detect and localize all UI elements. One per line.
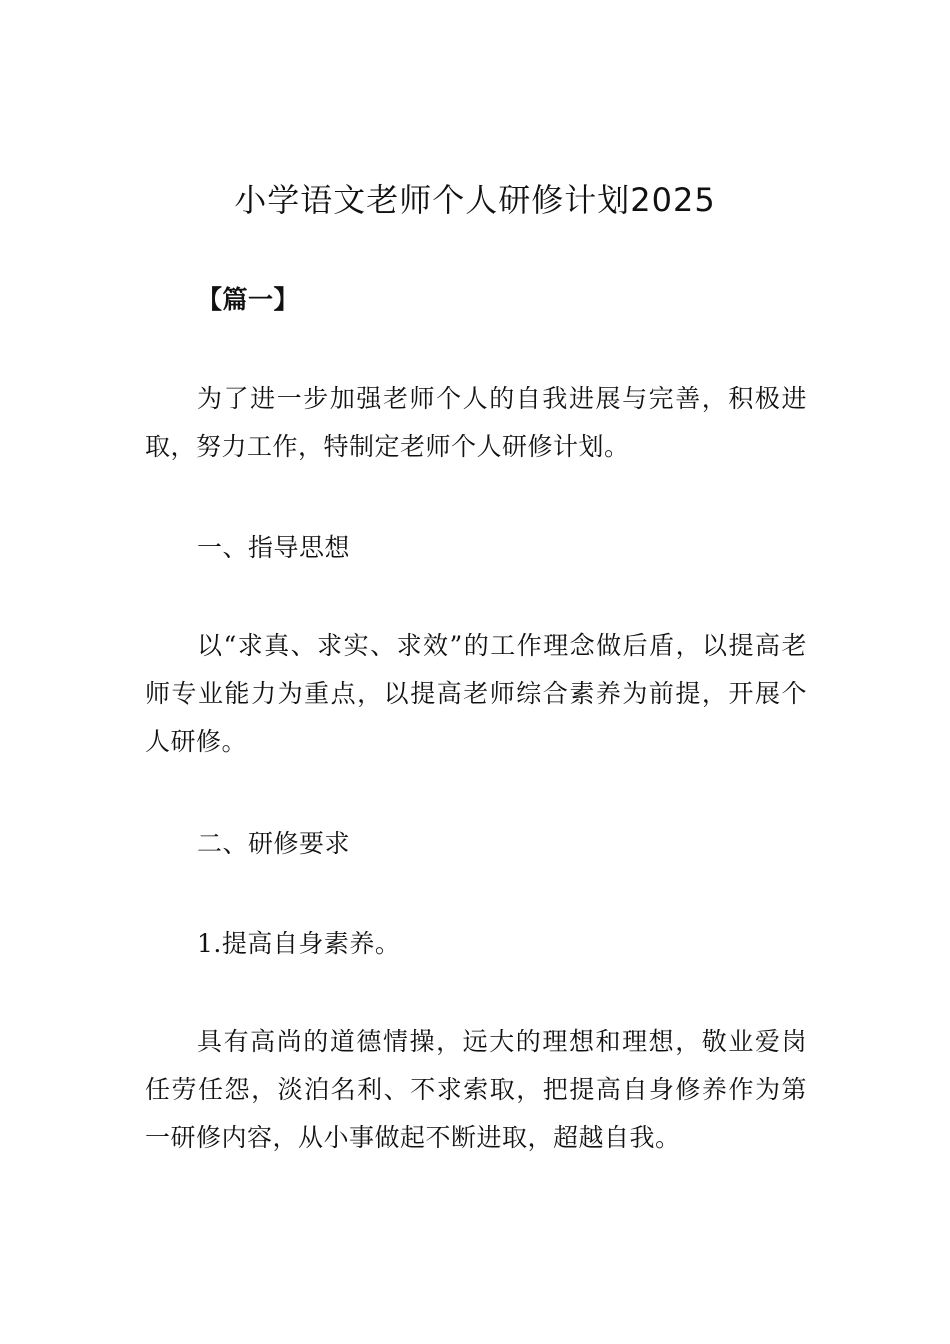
intro-paragraph: 为了进一步加强老师个人的自我进展与完善，积极进取，努力工作，特制定老师个人研修计划。 <box>145 384 807 461</box>
section-label: 【篇一】 <box>197 285 300 314</box>
document-title: 小学语文老师个人研修计划2025 <box>234 181 716 219</box>
subheading-self-improvement: 1.提高自身素养。 <box>197 929 401 958</box>
heading-study-requirements: 二、研修要求 <box>197 829 351 858</box>
heading-guiding-thought: 一、指导思想 <box>197 533 351 562</box>
guiding-thought-paragraph: 以“求真、求实、求效”的工作理念做后盾，以提高老师专业能力为重点，以提高老师综合素养为前提，开展个人研修。 <box>145 631 807 756</box>
self-improvement-paragraph: 具有高尚的道德情操，远大的理想和理想，敬业爱岗任劳任怨，淡泊名利、不求索取，把提高自身修养作为第一研修内容，从小事做起不断进取，超越自我。 <box>145 1027 807 1152</box>
